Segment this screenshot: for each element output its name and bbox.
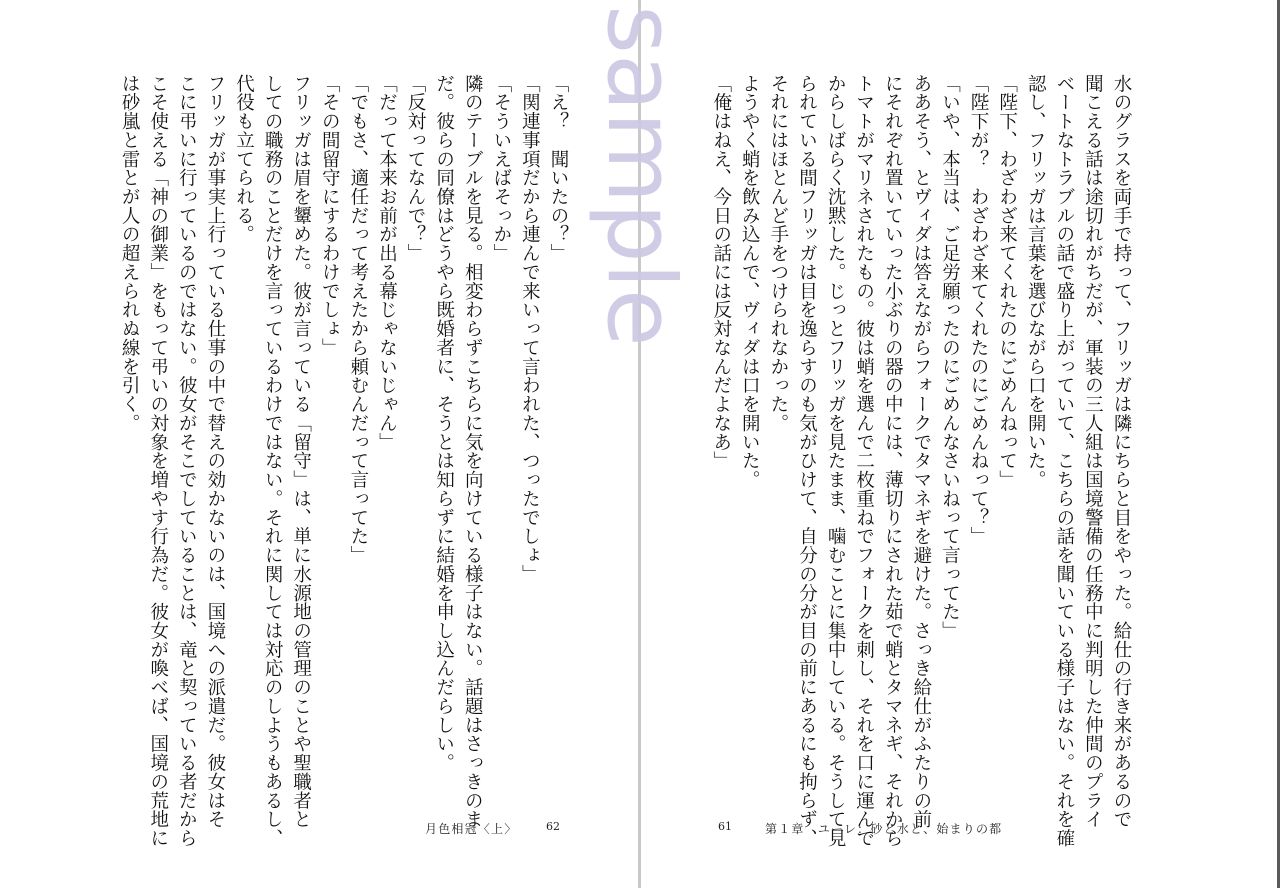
- right-page-body-text: 水のグラスを両手で持って、フリッガは隣にちらと目をやった。給仕の行き来があるので 聞こえる話は途切れがちだが、軍装の三人組は国境警備の任務中に判明した仲間のプライ ベートなトラブルの話で盛り上がっていて、こちらの話を聞いている様子はない。それを確 認し、フリッガは言葉を選びながら口を開いた。 「陛下、わざわざ来てくれたのにごめんねって」 「陛下が？ わざわざ来てくれたのにごめんねって？」 「いや、本当は、ご足労願ったのにごめんなさいねって言ってた」 ああそう、とヴィダは答えながらフォークでタマネギを避けた。さっき給仕がふたりの前 にそれぞれ置いていった小ぶりの器の中には、薄切りにされた茹で蛸とタマネギ、それから トマトがマリネされたもの。彼は蛸を選んで二枚重ねでフォークを刺し、それを口に運んで からしばらく沈黙した。じっとフリッガを見たまま、噛むことに集中している。そうして見 られている間フリッガは目を逸らすのも気がひけて、自分の分が目の前にあるにも拘らず、 それにはほとんど手をつけられなかった。 ようやく蛸を飲み込んで、ヴィダは口を開いた。 「俺はねえ、今日の話には反対なんだよなあ」: [710, 74, 1132, 848]
- page-gutter: [638, 0, 641, 888]
- left-running-title: 月色相冠〈上〉: [425, 822, 518, 836]
- right-page-number: 61: [718, 820, 732, 833]
- left-page-body-text: 「え？ 聞いたの？」 「関連事項だから連んで来いって言われた、つったでしょ」 「そういえばそっか」 隣のテーブルを見る。相変わらずこちらに気を向けている様子はない。話題はさっきのま だ。彼らの同僚はどうやら既婚者に、そうとは知らずに結婚を申し込んだらしい。 「反対ってなんで？」 「だって本来お前が出る幕じゃないじゃん」 「でもさ、適任だって考えたから頼むんだって言ってた」 「その間留守にするわけでしょ」 フリッガは眉を顰めた。彼が言っている「留守」は、単に水源地の管理のことや聖職者と しての職務のことだけを言っているわけではない。それに関しては対応のしようもあるし、 代役も立てられる。 フリッガが事実上行っている仕事の中で替えの効かないのは、国境への派遣だ。彼女はそ こに弔いに行っているのではない。彼女がそこでしていることは、竜と契っている者だから こそ使える「神の御業」をもって弔いの対象を増やす行為だ。彼女が喚べば、国境の荒地に は砂嵐と雷とが人の超えられぬ線を引く。: [119, 74, 569, 848]
- right-running-title: 第１章 ユーレ：砂と水と、始まりの都: [765, 822, 1003, 836]
- sample-watermark: sample: [586, 5, 695, 347]
- left-page-number: 62: [546, 820, 560, 833]
